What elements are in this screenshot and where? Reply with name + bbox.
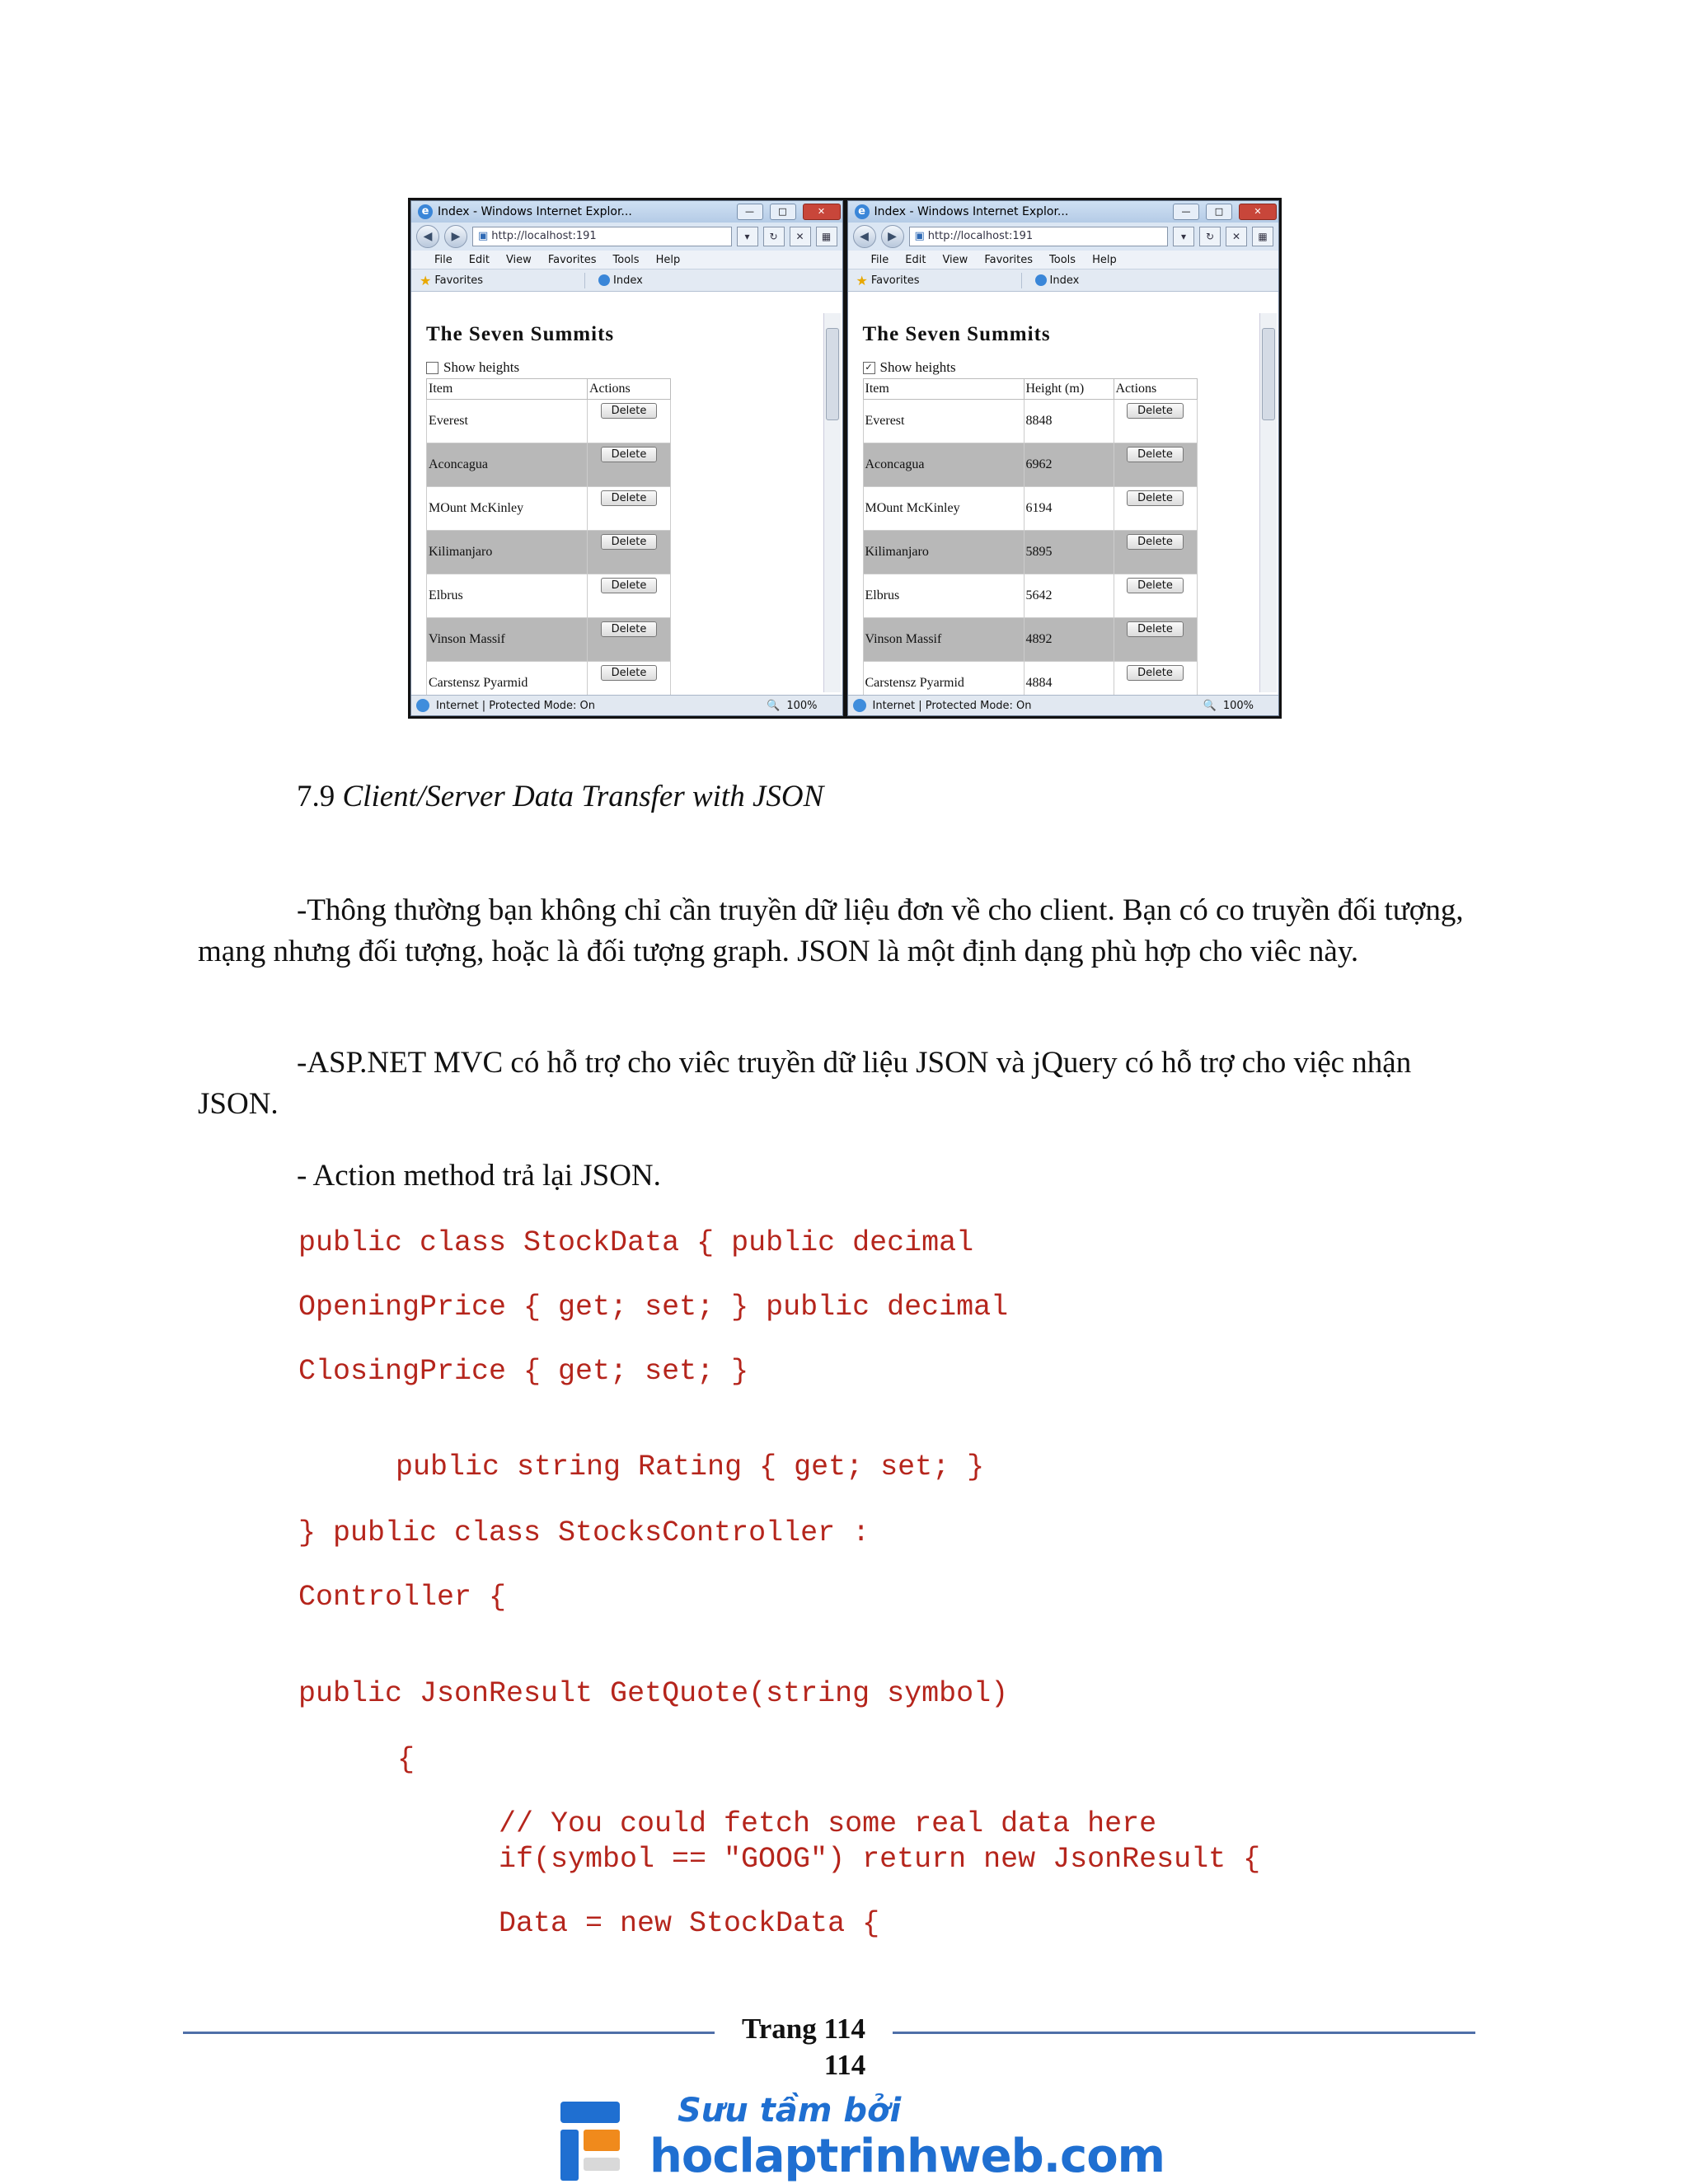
column-header: Item xyxy=(863,379,1024,400)
table-row xyxy=(427,400,671,443)
summit-name: Carstensz Pyarmid xyxy=(863,662,1024,705)
ie-logo-icon: e xyxy=(418,204,433,219)
code-line-6: Controller { xyxy=(298,1581,507,1614)
summit-height: 5895 xyxy=(1024,531,1114,574)
delete-button[interactable]: Delete xyxy=(1127,490,1184,506)
page-icon: ▣ xyxy=(478,230,489,242)
delete-button[interactable]: Delete xyxy=(1127,534,1184,550)
actions-cell xyxy=(588,574,671,618)
table-row xyxy=(427,618,671,662)
page-content xyxy=(848,312,1279,694)
brand-tagline: Sưu tầm bởi xyxy=(678,2092,902,2130)
delete-button[interactable]: Delete xyxy=(601,665,658,681)
table-row xyxy=(427,531,671,574)
menu-item-edit[interactable]: Edit xyxy=(905,253,926,266)
actions-cell xyxy=(588,400,671,443)
delete-button[interactable]: Delete xyxy=(1127,578,1184,593)
actions-cell xyxy=(1114,487,1197,531)
star-icon: ★ xyxy=(420,272,432,288)
favorites-bar xyxy=(411,269,842,292)
window-titlebar xyxy=(411,201,842,223)
paragraph-3: - Action method trả lại JSON. xyxy=(297,1159,661,1193)
status-bar xyxy=(848,695,1279,715)
menu-item-file[interactable]: File xyxy=(434,253,452,266)
section-heading xyxy=(297,779,823,814)
footer-page-number: 114 xyxy=(823,2049,866,2081)
summit-name: Elbrus xyxy=(863,574,1024,618)
summit-height: 4884 xyxy=(1024,662,1114,705)
code-line-4: public string Rating { get; set; } xyxy=(396,1451,985,1483)
summit-name: Kilimanjaro xyxy=(427,531,588,574)
address-bar[interactable] xyxy=(472,227,732,246)
summit-name: Elbrus xyxy=(427,574,588,618)
actions-cell xyxy=(588,487,671,531)
delete-button[interactable]: Delete xyxy=(601,534,658,550)
delete-button[interactable]: Delete xyxy=(601,621,658,637)
menu-item-favorites[interactable]: Favorites xyxy=(547,253,597,266)
paragraph-2: -ASP.NET MVC có hỗ trợ cho viêc truyền dữ liệu JSON và jQuery có hỗ trợ cho việc nhận JSON. xyxy=(198,1046,1412,1121)
summit-name: Aconcagua xyxy=(863,443,1024,487)
tab-label: Index xyxy=(613,274,643,287)
table-header-row xyxy=(863,379,1197,400)
actions-cell xyxy=(588,618,671,662)
summit-name: Carstensz Pyarmid xyxy=(427,662,588,705)
delete-button[interactable]: Delete xyxy=(601,490,658,506)
summit-name: Everest xyxy=(863,400,1024,443)
actions-cell xyxy=(1114,618,1197,662)
menu-item-edit[interactable]: Edit xyxy=(468,253,490,266)
summit-name: Aconcagua xyxy=(427,443,588,487)
internet-zone-icon xyxy=(853,699,866,712)
vertical-scrollbar[interactable] xyxy=(823,313,841,692)
scrollbar-thumb[interactable] xyxy=(826,328,839,420)
ie-tab-icon xyxy=(1035,274,1047,286)
zoom-icon[interactable]: 🔍 xyxy=(1203,699,1217,712)
window-title: Index - Windows Internet Explor... xyxy=(438,205,632,218)
show-heights-checkbox[interactable]: ✓ xyxy=(863,362,875,374)
stop-icon[interactable]: ✕ xyxy=(790,227,811,246)
actions-cell xyxy=(588,443,671,487)
delete-button[interactable]: Delete xyxy=(1127,447,1184,462)
column-header: Item xyxy=(427,379,588,400)
maximize-icon[interactable]: □ xyxy=(770,204,796,220)
table-row xyxy=(863,400,1197,443)
section-number: 7.9 xyxy=(297,780,343,813)
status-text: Internet | Protected Mode: On xyxy=(872,699,1032,712)
summit-name: MOunt McKinley xyxy=(427,487,588,531)
menu-bar xyxy=(848,251,1279,269)
refresh-icon[interactable]: ↻ xyxy=(763,227,785,246)
browser-screenshot-figure xyxy=(408,198,1282,719)
table-row xyxy=(427,574,671,618)
browser-window-1 xyxy=(410,200,843,716)
menu-item-help[interactable]: Help xyxy=(655,253,681,266)
table-row xyxy=(863,574,1197,618)
summit-height: 8848 xyxy=(1024,400,1114,443)
back-arrow-icon[interactable]: ◀ xyxy=(853,225,876,248)
code-line-8: { xyxy=(397,1743,415,1776)
delete-button[interactable]: Delete xyxy=(1127,403,1184,419)
code-line-5: } public class StocksController : xyxy=(298,1516,870,1549)
tab-index[interactable] xyxy=(1022,274,1080,287)
actions-cell xyxy=(1114,400,1197,443)
actions-cell xyxy=(588,531,671,574)
star-icon: ★ xyxy=(856,272,868,288)
table-header-row xyxy=(427,379,671,400)
menu-item-file[interactable]: File xyxy=(870,253,889,266)
brand-logo-icon xyxy=(554,2097,628,2184)
summit-name: Kilimanjaro xyxy=(863,531,1024,574)
navigation-bar xyxy=(411,223,842,251)
show-heights-control[interactable] xyxy=(426,359,818,376)
favorites-button[interactable] xyxy=(411,273,585,288)
close-icon[interactable]: ✕ xyxy=(1239,204,1277,220)
code-line-7: public JsonResult GetQuote(string symbol) xyxy=(298,1677,1009,1710)
delete-button[interactable]: Delete xyxy=(1127,621,1184,637)
window-title: Index - Windows Internet Explor... xyxy=(874,205,1069,218)
code-line-3: ClosingPrice { get; set; } xyxy=(298,1355,749,1388)
table-row xyxy=(863,618,1197,662)
vertical-scrollbar[interactable] xyxy=(1259,313,1277,692)
forward-arrow-icon[interactable]: ▶ xyxy=(881,225,904,248)
minimize-icon[interactable]: — xyxy=(737,204,763,220)
close-icon[interactable]: ✕ xyxy=(803,204,841,220)
forward-arrow-icon[interactable]: ▶ xyxy=(444,225,467,248)
browser-window-2 xyxy=(847,200,1280,716)
code-line-1: public class StockData { public decimal xyxy=(298,1226,974,1259)
brand-logo xyxy=(554,2092,1165,2183)
delete-button[interactable]: Delete xyxy=(601,578,658,593)
address-bar[interactable] xyxy=(909,227,1169,246)
show-heights-label: Show heights xyxy=(879,359,956,375)
page-content xyxy=(411,312,842,694)
show-heights-checkbox[interactable] xyxy=(426,362,438,374)
table-row xyxy=(863,443,1197,487)
column-header: Actions xyxy=(1114,379,1197,400)
internet-zone-icon xyxy=(416,699,429,712)
section-title: Client/Server Data Transfer with JSON xyxy=(342,780,824,813)
summit-height: 6962 xyxy=(1024,443,1114,487)
summit-height: 5642 xyxy=(1024,574,1114,618)
summit-name: MOunt McKinley xyxy=(863,487,1024,531)
summit-name: Everest xyxy=(427,400,588,443)
maximize-icon[interactable]: □ xyxy=(1206,204,1232,220)
actions-cell xyxy=(1114,531,1197,574)
favorites-button[interactable] xyxy=(848,273,1022,288)
ie-tab-icon xyxy=(598,274,610,286)
delete-button[interactable]: Delete xyxy=(1127,665,1184,681)
summits-table xyxy=(426,378,671,705)
search-provider-icon[interactable]: ▦ xyxy=(816,227,837,246)
table-row xyxy=(863,531,1197,574)
scrollbar-thumb[interactable] xyxy=(1262,328,1275,420)
favorites-bar xyxy=(848,269,1279,292)
window-titlebar xyxy=(848,201,1279,223)
delete-button[interactable]: Delete xyxy=(601,447,658,462)
column-header: Height (m) xyxy=(1024,379,1114,400)
actions-cell xyxy=(1114,443,1197,487)
table-row xyxy=(427,487,671,531)
summit-height: 6194 xyxy=(1024,487,1114,531)
address-text: http://localhost:191 xyxy=(491,230,597,242)
zoom-level[interactable]: 100% xyxy=(1222,699,1254,712)
zoom-level[interactable]: 100% xyxy=(786,699,818,712)
show-heights-label: Show heights xyxy=(443,359,520,375)
footer-page-label: Trang 114 xyxy=(741,2013,866,2045)
minimize-icon[interactable]: — xyxy=(1173,204,1199,220)
summit-name: Vinson Massif xyxy=(427,618,588,662)
menu-item-view[interactable]: View xyxy=(505,253,532,266)
menu-item-help[interactable]: Help xyxy=(1092,253,1117,266)
dropdown-icon[interactable]: ▾ xyxy=(1173,227,1194,246)
navigation-bar xyxy=(848,223,1279,251)
status-bar xyxy=(411,695,842,715)
status-text: Internet | Protected Mode: On xyxy=(436,699,596,712)
stop-icon[interactable]: ✕ xyxy=(1226,227,1247,246)
column-header: Actions xyxy=(588,379,671,400)
brand-site: hoclaptrinhweb.com xyxy=(649,2130,1165,2183)
summits-table xyxy=(863,378,1198,705)
show-heights-control[interactable] xyxy=(863,359,1254,376)
menu-item-view[interactable]: View xyxy=(942,253,968,266)
table-row xyxy=(427,443,671,487)
tab-label: Index xyxy=(1049,274,1080,287)
table-row xyxy=(863,487,1197,531)
page-heading: The Seven Summits xyxy=(426,323,615,345)
menu-bar xyxy=(411,251,842,269)
menu-item-favorites[interactable]: Favorites xyxy=(984,253,1034,266)
code-line-10: if(symbol == "GOOG") return new JsonResult { xyxy=(499,1843,1261,1876)
code-line-11: Data = new StockData { xyxy=(499,1907,880,1940)
favorites-label: Favorites xyxy=(434,274,484,287)
code-line-9: // You could fetch some real data here xyxy=(499,1807,1157,1840)
favorites-label: Favorites xyxy=(870,274,920,287)
code-line-2: OpeningPrice { get; set; } public decimal xyxy=(298,1291,1009,1324)
tab-index[interactable] xyxy=(585,274,643,287)
zoom-icon[interactable]: 🔍 xyxy=(767,699,781,712)
menu-item-tools[interactable]: Tools xyxy=(1049,253,1076,266)
summit-name: Vinson Massif xyxy=(863,618,1024,662)
paragraph-1: -Thông thường bạn không chỉ cần truyền dữ liệu đơn về cho client. Bạn có co truyền đối tượng, mạng nhưng đối tượng, hoặc là đối tượng graph. JSON là một định dạng phù hợp cho viêc này. xyxy=(198,893,1464,968)
dropdown-icon[interactable]: ▾ xyxy=(737,227,758,246)
page-heading: The Seven Summits xyxy=(862,323,1051,345)
delete-button[interactable]: Delete xyxy=(601,403,658,419)
summit-height: 4892 xyxy=(1024,618,1114,662)
page-icon: ▣ xyxy=(914,230,925,242)
menu-item-tools[interactable]: Tools xyxy=(612,253,640,266)
ie-logo-icon: e xyxy=(855,204,870,219)
search-provider-icon[interactable]: ▦ xyxy=(1252,227,1273,246)
address-text: http://localhost:191 xyxy=(927,230,1034,242)
actions-cell xyxy=(1114,574,1197,618)
refresh-icon[interactable]: ↻ xyxy=(1199,227,1221,246)
back-arrow-icon[interactable]: ◀ xyxy=(416,225,439,248)
